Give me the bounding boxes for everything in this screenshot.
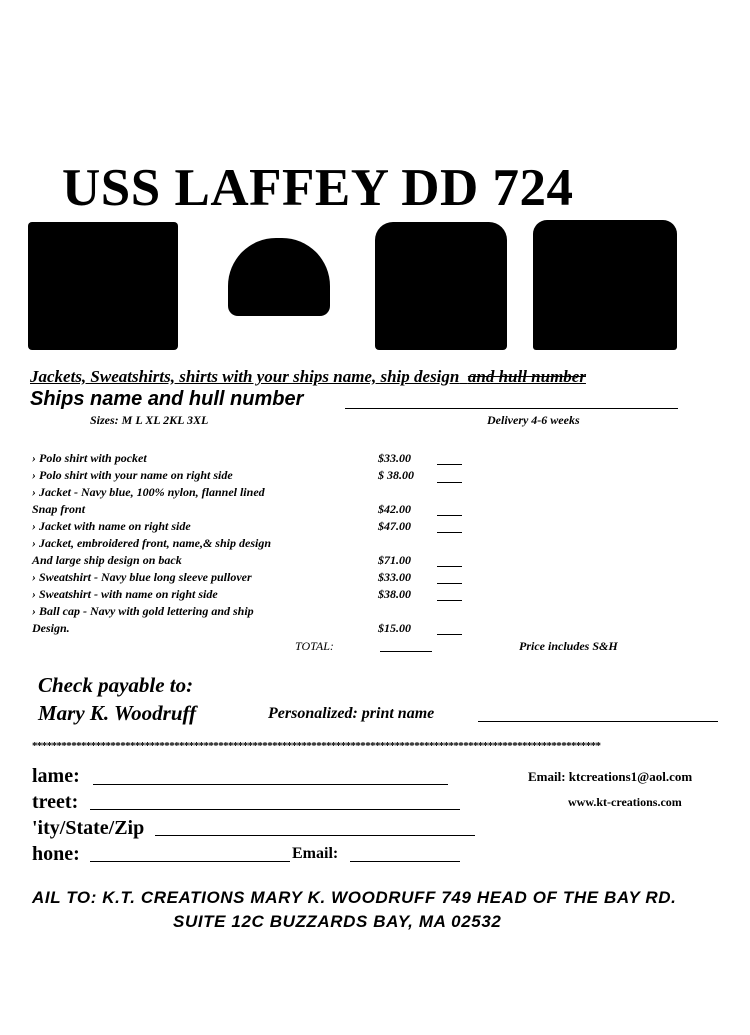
tagline-text: Jackets, Sweatshirts, shirts with your ships name, ship design <box>30 367 460 386</box>
total-field[interactable] <box>380 651 432 652</box>
item-price: $47.00 <box>378 519 411 533</box>
phone-field[interactable] <box>90 861 290 862</box>
item-price: $33.00 <box>378 570 411 584</box>
price-note: Price includes S&H <box>519 639 618 653</box>
sweatshirt-photo <box>533 220 677 350</box>
item-price: $42.00 <box>378 502 411 516</box>
qty-field[interactable] <box>437 482 462 483</box>
divider-stars: ******************************************************************************************************************** <box>32 740 601 752</box>
print-name-field[interactable] <box>478 721 718 722</box>
item-desc: › Ball cap - Navy with gold lettering and ship <box>32 604 254 618</box>
jacket-photo <box>28 222 178 350</box>
name-label: lame: <box>32 765 80 787</box>
page-title: USS LAFFEY DD 724 <box>62 159 574 217</box>
item-price: $33.00 <box>378 451 411 465</box>
check-payable-label: Check payable to: <box>38 673 194 697</box>
item-desc: And large ship design on back <box>32 553 182 567</box>
item-price: $ 38.00 <box>378 468 414 482</box>
contact-website: www.kt-creations.com <box>568 795 682 809</box>
payee-name: Mary K. Woodruff <box>38 701 197 725</box>
item-desc: › Jacket, embroidered front, name,& ship design <box>32 536 271 550</box>
item-price: $38.00 <box>378 587 411 601</box>
item-desc: › Polo shirt with pocket <box>32 451 147 465</box>
personalized-label: Personalized: print name <box>268 705 435 722</box>
polo-shirt-photo <box>375 222 507 350</box>
tagline <box>30 367 586 387</box>
name-field[interactable] <box>93 784 448 785</box>
qty-field[interactable] <box>437 566 462 567</box>
tagline-struck-text: and hull number <box>467 367 586 386</box>
email-label: Email: <box>292 845 339 862</box>
ships-name-field[interactable] <box>345 408 678 409</box>
street-label: treet: <box>32 791 79 813</box>
item-desc: › Jacket with name on right side <box>32 519 191 533</box>
street-field[interactable] <box>90 809 460 810</box>
sizes-line: Sizes: M L XL 2KL 3XL <box>90 413 209 427</box>
item-desc: Snap front <box>32 502 86 516</box>
total-label: TOTAL: <box>295 639 334 653</box>
item-desc: Design. <box>32 621 70 635</box>
item-desc: › Polo shirt with your name on right side <box>32 468 233 482</box>
qty-field[interactable] <box>437 634 462 635</box>
delivery-note: Delivery 4-6 weeks <box>487 413 580 427</box>
ball-cap-photo <box>228 238 330 316</box>
qty-field[interactable] <box>437 583 462 584</box>
mail-to-line1: AIL TO: K.T. CREATIONS MARY K. WOODRUFF 749 HEAD OF THE BAY RD. <box>32 888 677 907</box>
city-state-zip-field[interactable] <box>155 835 475 836</box>
mail-to-line2: SUITE 12C BUZZARDS BAY, MA 02532 <box>173 912 502 931</box>
item-desc: › Sweatshirt - Navy blue long sleeve pullover <box>32 570 252 584</box>
item-desc: › Sweatshirt - with name on right side <box>32 587 218 601</box>
qty-field[interactable] <box>437 515 462 516</box>
email-field[interactable] <box>350 861 460 862</box>
ships-name-label: Ships name and hull number <box>30 388 304 410</box>
item-price: $15.00 <box>378 621 411 635</box>
city-state-zip-label: 'ity/State/Zip <box>32 817 145 839</box>
item-price: $71.00 <box>378 553 411 567</box>
qty-field[interactable] <box>437 464 462 465</box>
item-desc: › Jacket - Navy blue, 100% nylon, flannel lined <box>32 485 265 499</box>
phone-label: hone: <box>32 843 80 865</box>
qty-field[interactable] <box>437 600 462 601</box>
contact-email: Email: ktcreations1@aol.com <box>528 769 693 784</box>
qty-field[interactable] <box>437 532 462 533</box>
